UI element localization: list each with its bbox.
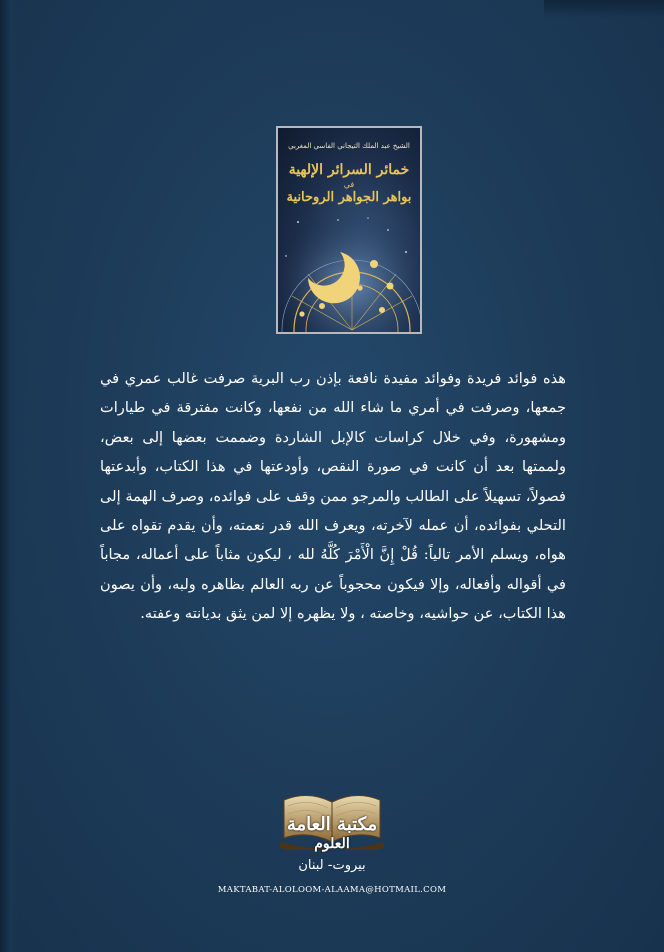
spine-edge (0, 0, 18, 952)
thumbnail-connector: في (343, 180, 355, 189)
thumbnail-subtitle: بواهر الجواهر الروحانية (286, 190, 412, 205)
cover-top-shadow (544, 0, 664, 18)
publisher-email: MAKTABAT-ALOLOOM-ALAAMA@HOTMAIL.COM (217, 885, 447, 895)
publisher-city: بيروت- لبنان (298, 858, 366, 873)
book-thumbnail (276, 126, 422, 334)
publisher-name-line1: مكتبة العامة (286, 814, 378, 835)
publisher-name-line2: العلوم (314, 836, 350, 852)
thumbnail-title: خمائر السرائر الإلهية (288, 162, 410, 178)
thumbnail-author: الشيخ عبد الملك التيجاني الفاسي المغربي (288, 142, 410, 150)
description-paragraph: هذه فوائد فريدة وفوائد مفيدة نافعة بإذن رب البرية صرفت غالب عمري في جمعها، وصرفت في أمري ما شاء الله من نفعها، وكانت مفترقة في طيارات ومشهورة، وفي خلال كراسات كالإبل الشاردة وضممت بعضها إلى بعض، ولممتها بعد أن كانت في صورة النقص، وأودعتها في هذا الكتاب، وأبدعتها فصولاً، تسهيلاً على الطالب والمرجو ممن وقف على فوائده، وصرف الهمة إلى التحلي بفوائده، أن عمله لآخرته، ويعرف الله قدر نعمته، وأن يقدم تقواه على هواه، ويسلم الأمر تالياً: قُلْ إِنَّ الْأَمْرَ كُلَّهُ لله ، ليكون مثاباً على أعماله، مجاباً في أقواله وأفعاله، وإلا فيكون محجوباً عن ربه العالم بظاهره ولبه، وأن يصون هذا الكتاب، عن حواشيه، وخاصته ، ولا يظهره إلا لمن يثق بديانته وعفته. (100, 370, 566, 623)
zodiac-illustration (278, 212, 420, 334)
